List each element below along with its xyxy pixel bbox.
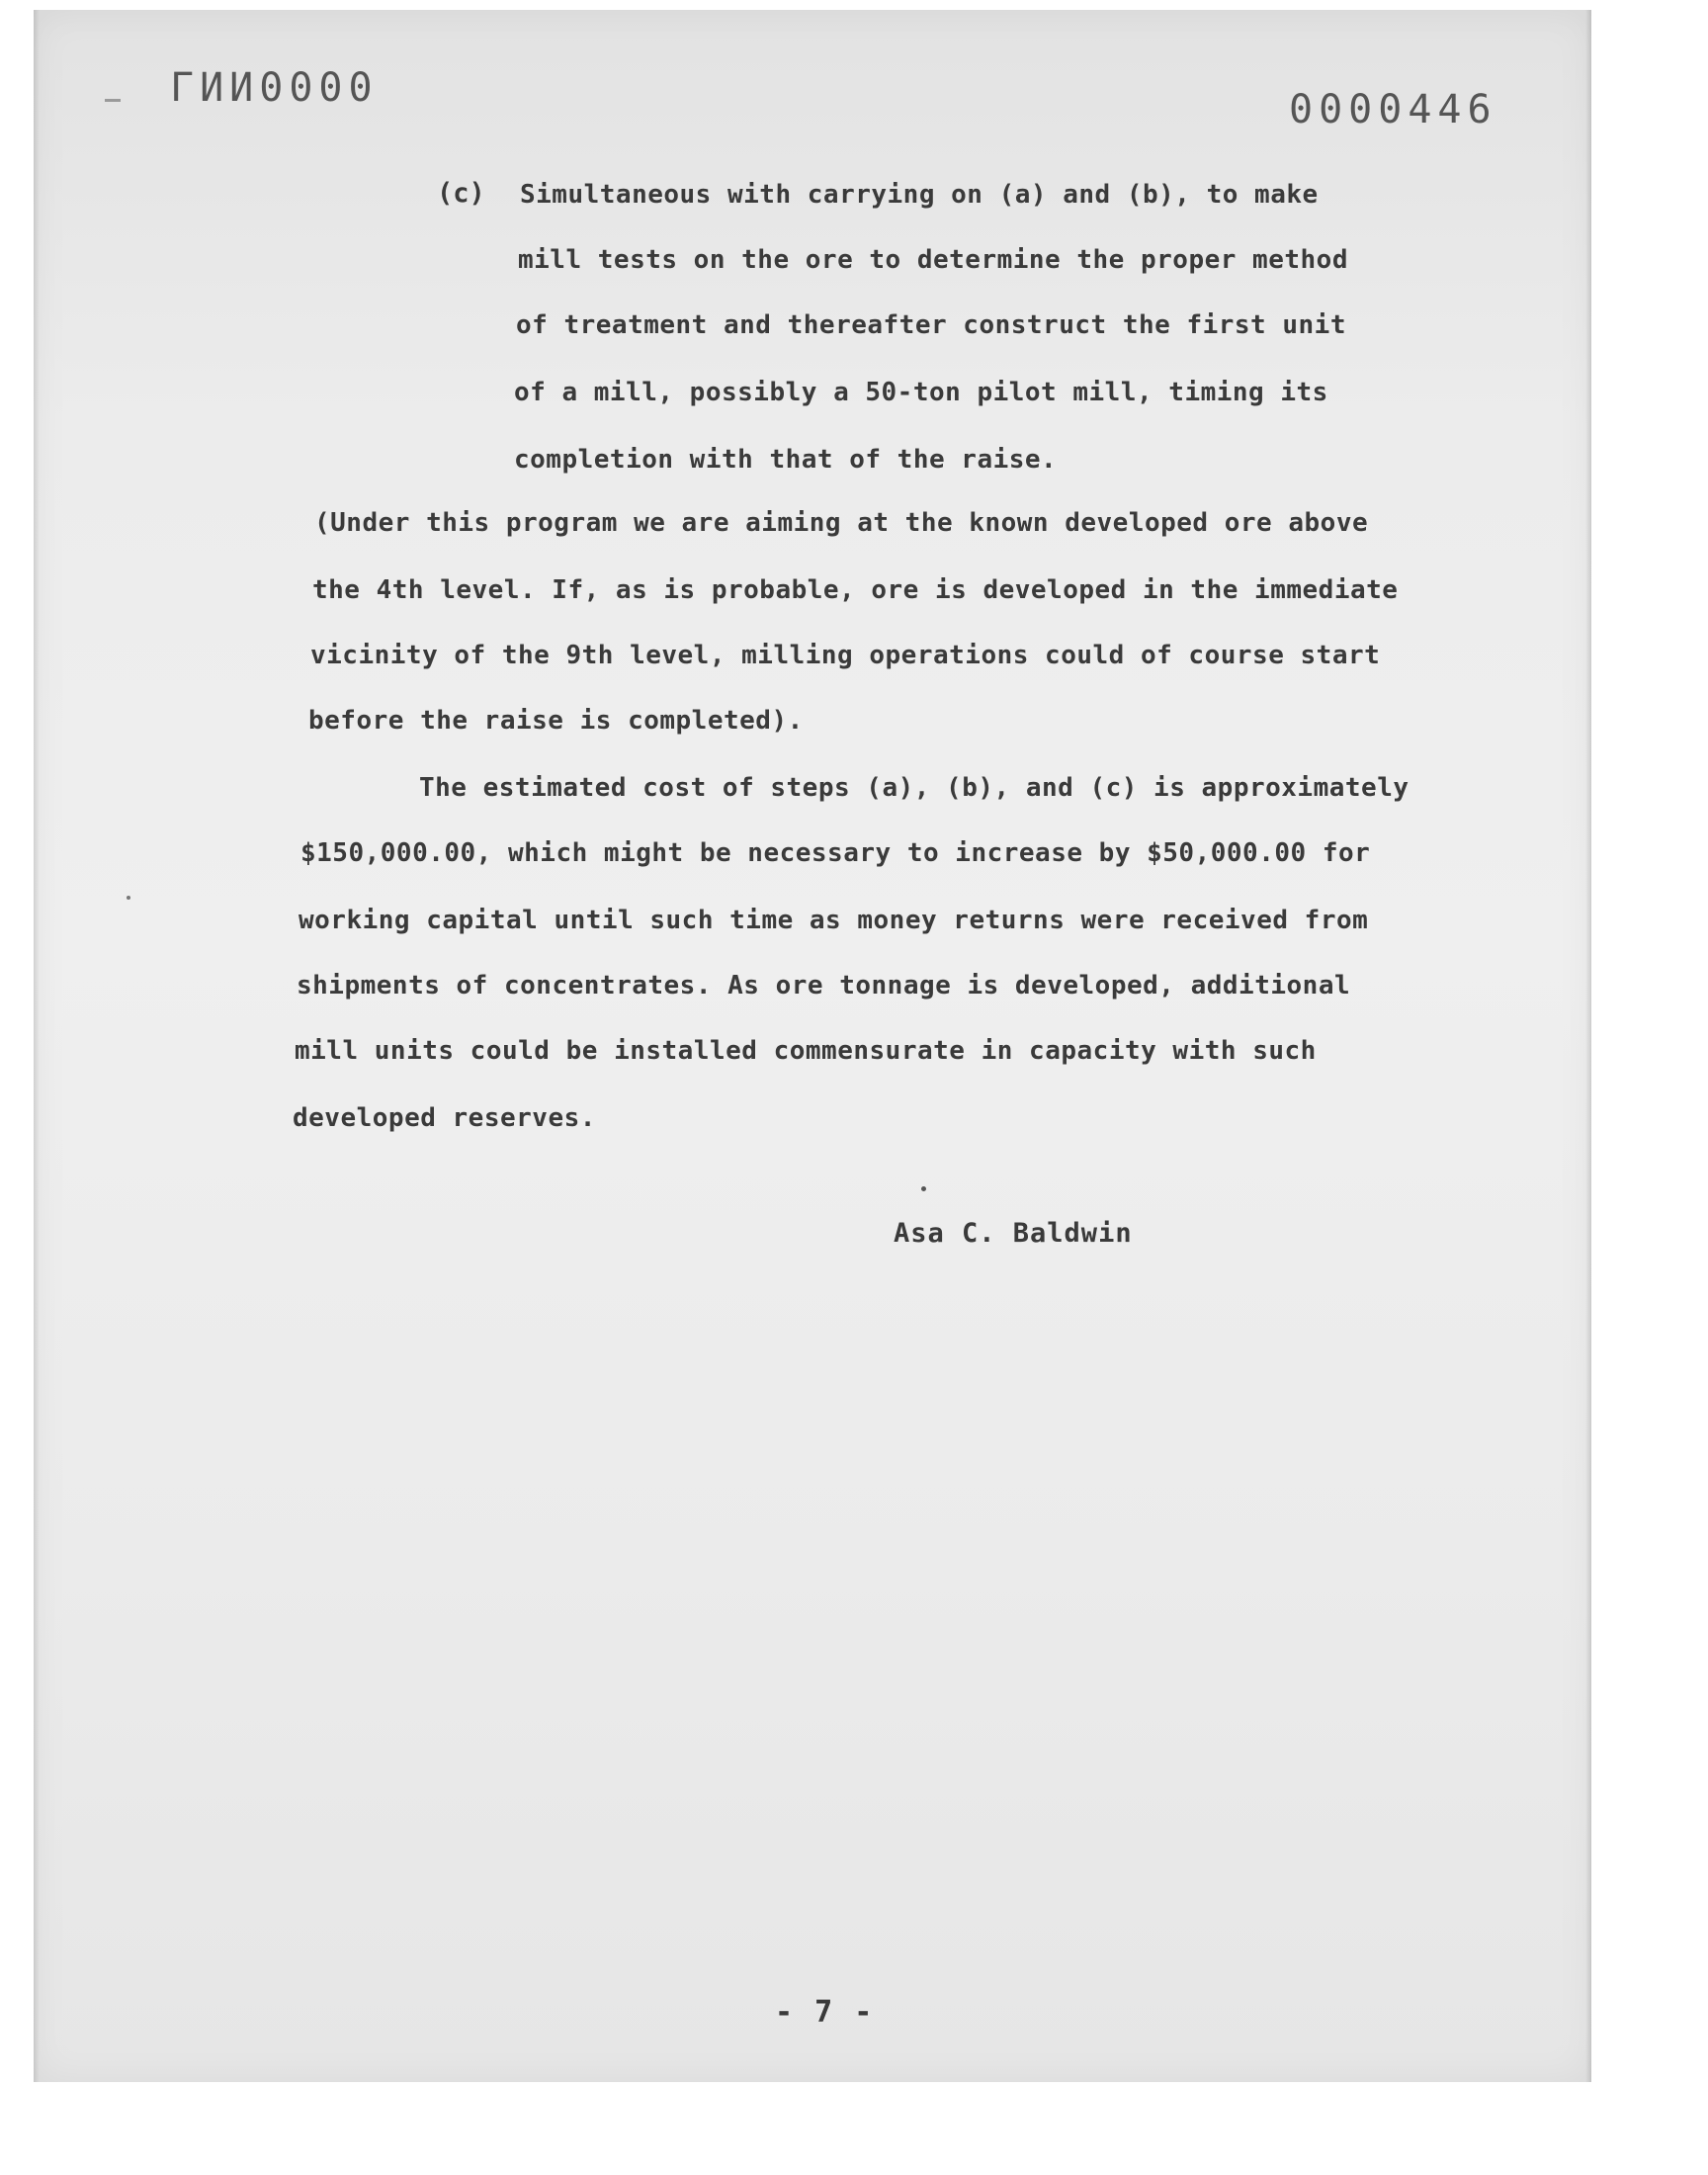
cost-line-2: $150,000.00, which might be necessary to increase by $50,000.00 for [300, 838, 1371, 868]
scan-edge-right [1585, 10, 1591, 2082]
cost-line-1: The estimated cost of steps (a), (b), and (c) is approximately [419, 773, 1409, 803]
cost-line-3: working capital until such time as money returns were received from [299, 906, 1369, 935]
ink-speck [127, 896, 130, 900]
cost-line-4: shipments of concentrates. As ore tonnage is developed, additional [297, 971, 1351, 1000]
note-line-4: before the raise is completed). [308, 706, 804, 736]
scan-edge-left [34, 10, 40, 2082]
note-line-1: (Under this program we are aiming at the known developed ore above [314, 508, 1369, 538]
clause-c-line-4: of a mill, possibly a 50-ton pilot mill, timing its [514, 378, 1328, 407]
cost-line-6: developed reserves. [293, 1103, 596, 1133]
note-line-3: vicinity of the 9th level, milling operations could of course start [310, 641, 1381, 670]
note-line-2: the 4th level. If, as is probable, ore is developed in the immediate [312, 575, 1399, 605]
clause-label: (c) [437, 178, 485, 209]
signature: Asa C. Baldwin [894, 1218, 1133, 1249]
page-number: - 7 - [775, 1995, 875, 2030]
clause-c-line-1: Simultaneous with carrying on (a) and (b), to make [520, 180, 1319, 210]
clause-c-line-5: completion with that of the raise. [514, 445, 1058, 475]
cost-line-5: mill units could be installed commensurate in capacity with such [295, 1036, 1317, 1066]
scan-mark [105, 99, 121, 102]
clause-c-line-3: of treatment and thereafter construct the first unit [516, 310, 1346, 340]
clause-c-line-2: mill tests on the ore to determine the proper method [518, 245, 1348, 275]
document-stamp-right: 0000446 [1289, 87, 1497, 132]
document-stamp-left: ГИИ0000 [170, 65, 379, 111]
ink-speck [921, 1186, 926, 1191]
